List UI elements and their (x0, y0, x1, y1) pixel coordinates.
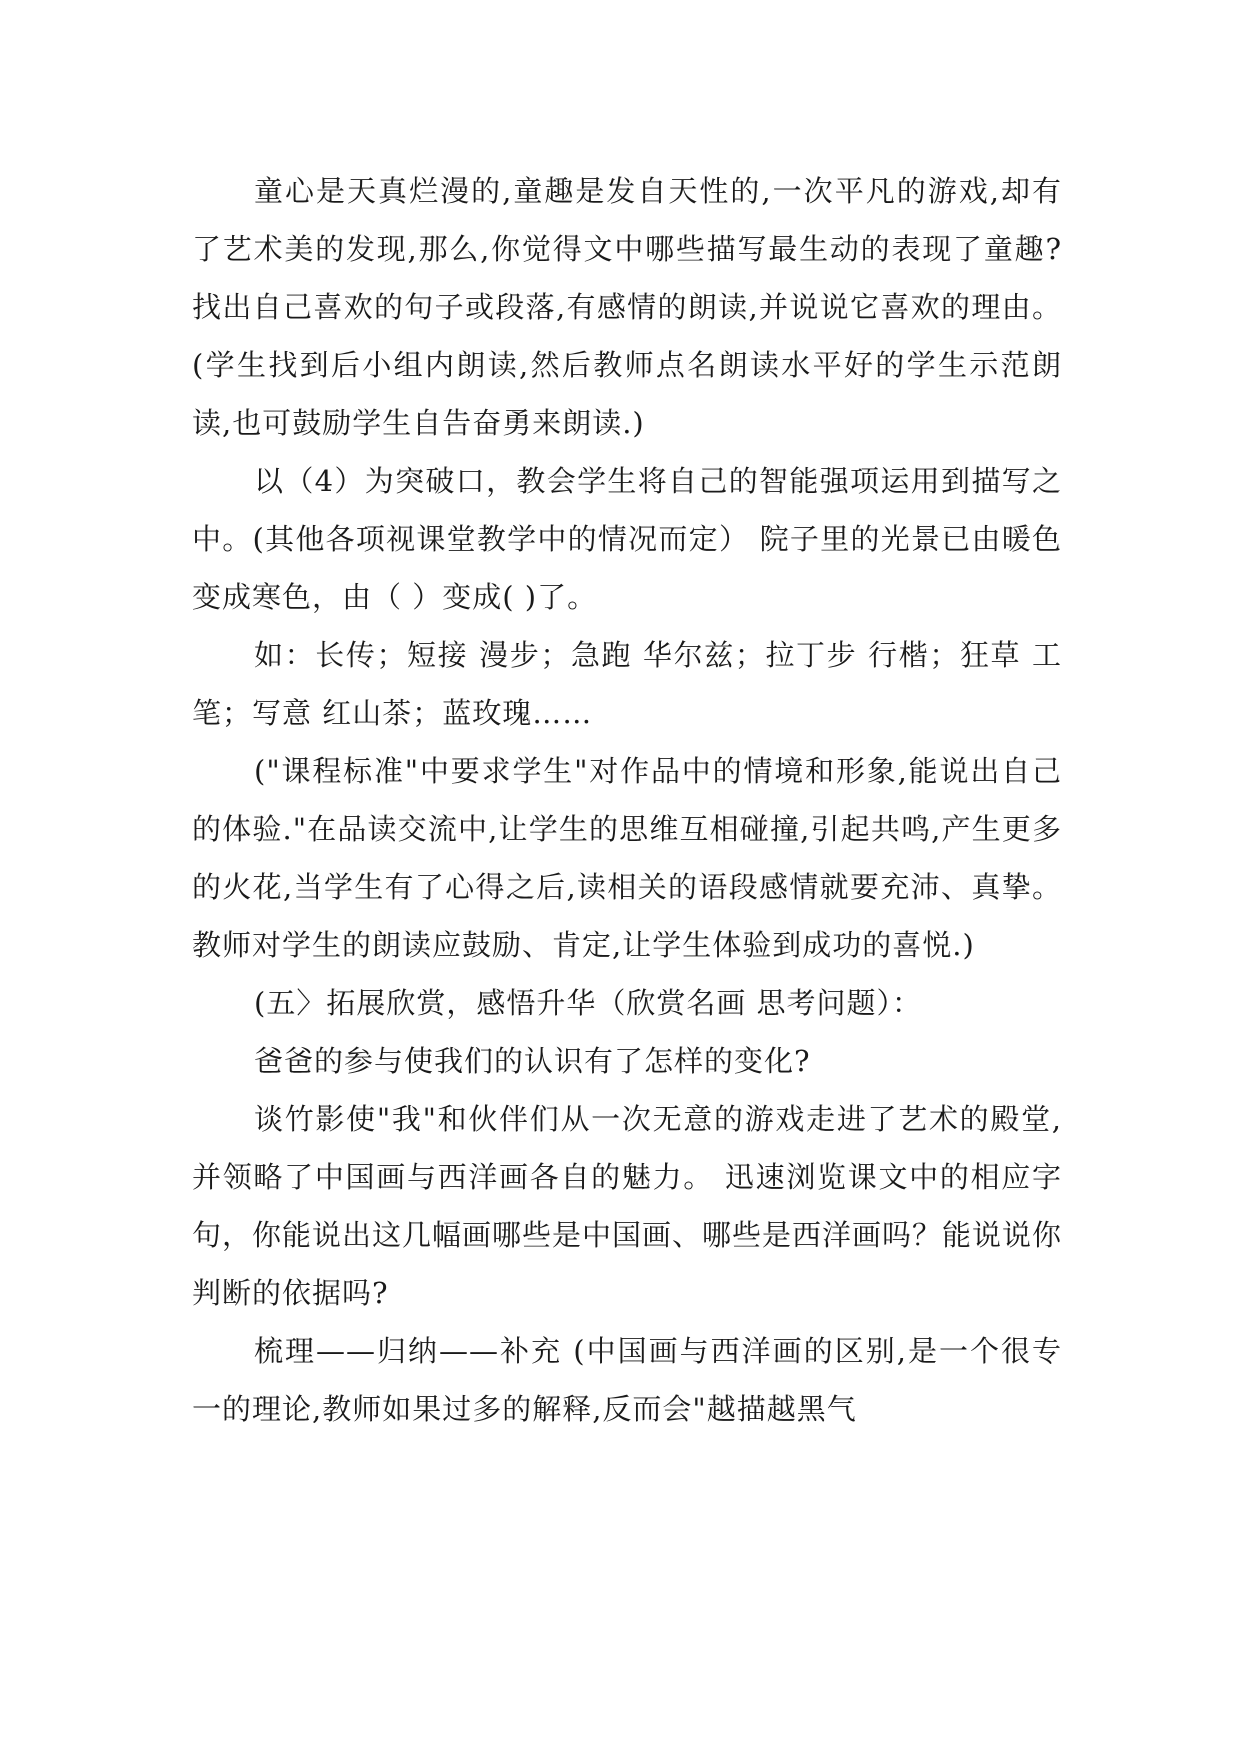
document-body (192, 162, 1062, 1438)
paragraph-childlike-fun: 童心是天真烂漫的,童趣是发自天性的,一次平凡的游戏,却有了艺术美的发现,那么,你觉得文中哪些描写最生动的表现了童趣?找出自己喜欢的句子或段落,有感情的朗读,并说说它喜欢的理由。(学生找到后小组内朗读,然后教师点名朗读水平好的学生示范朗读,也可鼓励学生自告奋勇来朗读.) (192, 174, 1062, 440)
paragraph-examples: 如：长传；短接 漫步；急跑 华尔兹；拉丁步 行楷；狂草 工笔；写意 红山茶；蓝玫瑰…… (192, 638, 1062, 730)
paragraph-curriculum-standard: ("课程标准"中要求学生"对作品中的情境和形象,能说出自己的体验."在品读交流中,让学生的思维互相碰撞,引起共鸣,产生更多的火花,当学生有了心得之后,读相关的语段感情就要充沛、真挚。教师对学生的朗读应鼓励、肯定,让学生体验到成功的喜悦.) (192, 754, 1062, 962)
paragraph-breakthrough: 以（4）为突破口，教会学生将自己的智能强项运用到描写之中。(其他各项视课堂教学中的情况而定） 院子里的光景已由暖色变成寒色，由（ ）变成( )了。 (192, 464, 1062, 614)
paragraph-question-father: 爸爸的参与使我们的认识有了怎样的变化? (254, 1044, 811, 1078)
paragraph-summary: 梳理——归纳——补充 (中国画与西洋画的区别,是一个很专一的理论,教师如果过多的解释,反而会"越描越黑气 (192, 1334, 1062, 1426)
paragraph-bamboo-shadow: 谈竹影使"我"和伙伴们从一次无意的游戏走进了艺术的殿堂,并领略了中国画与西洋画各自的魅力。 迅速浏览课文中的相应字句，你能说出这几幅画哪些是中国画、哪些是西洋画吗？能说说你判断的依据吗? (192, 1102, 1063, 1310)
section-heading-five: (五〉拓展欣赏，感悟升华（欣赏名画 思考问题）： (254, 986, 923, 1020)
